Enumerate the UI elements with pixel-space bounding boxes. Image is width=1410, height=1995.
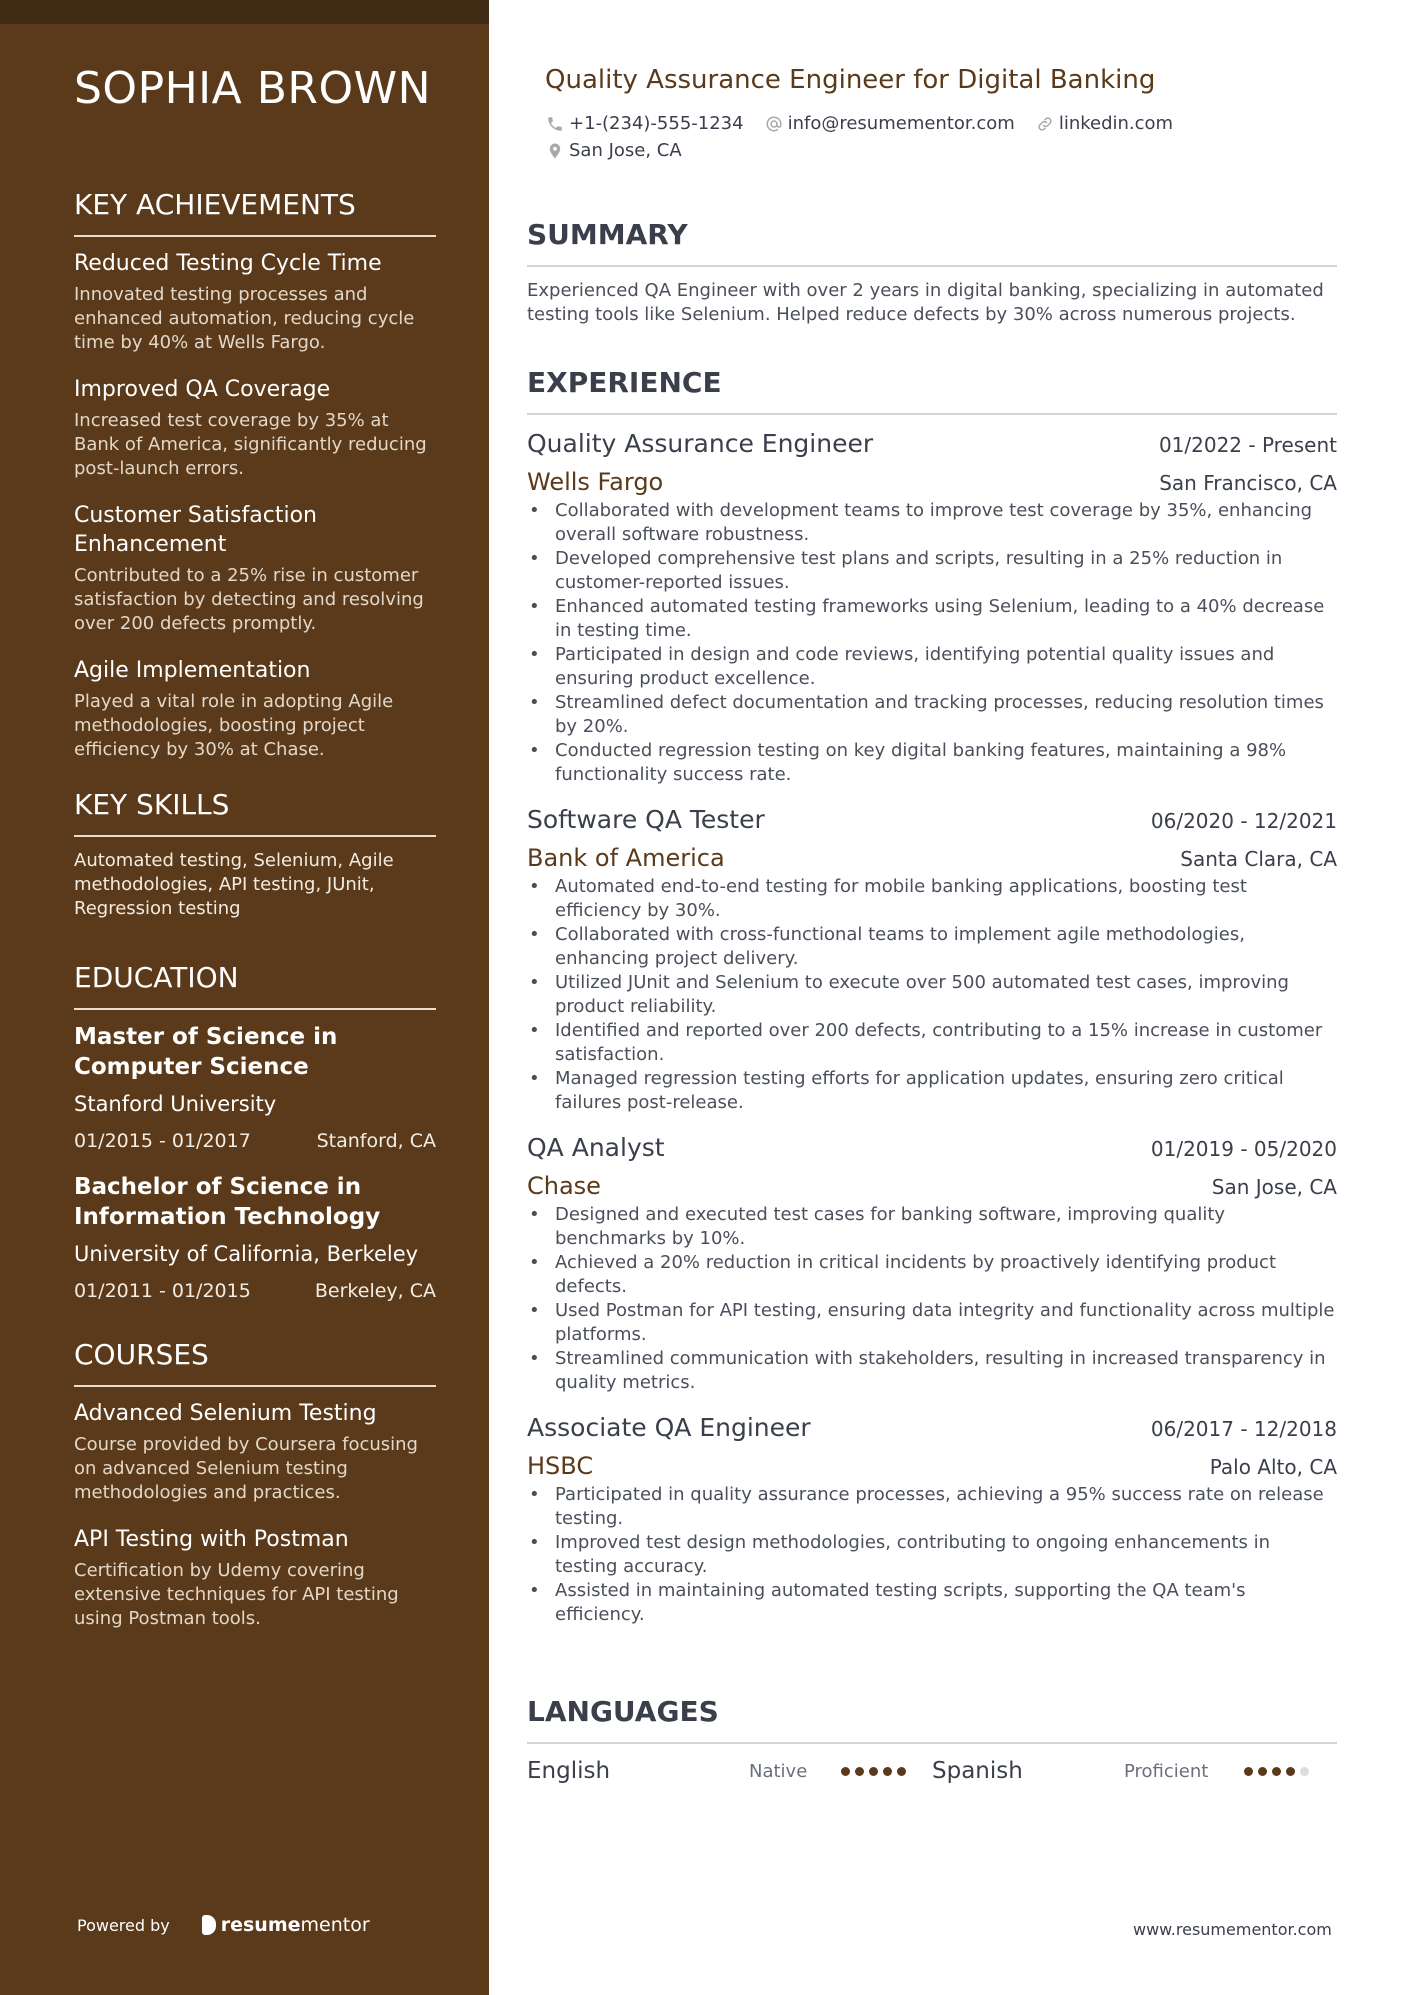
job-bullets [527, 1483, 1337, 1627]
job-bullet: • Automated end-to-end testing for mobile banking applications, boosting test efficiency by 30%. [527, 875, 1337, 923]
job-bullet: • Collaborated with cross-functional teams to implement agile methodologies, enhancing project delivery. [527, 923, 1337, 971]
achievement-description: Contributed to a 25% rise in customer satisfaction by detecting and resolving over 200 defects promptly. [74, 565, 424, 634]
job-bullet: • Designed and executed test cases for banking software, improving quality benchmarks by 10%. [527, 1203, 1337, 1251]
job-company: Chase [527, 1172, 601, 1200]
language-rating [1244, 1767, 1314, 1776]
key-skills-section [74, 788, 436, 921]
education-meta [74, 1278, 436, 1304]
language-name: Spanish [932, 1758, 1023, 1784]
resumementor-logo-icon [202, 1915, 216, 1935]
experience-item [527, 427, 1337, 787]
job-title: Software QA Tester [527, 805, 765, 834]
sidebar-content [74, 58, 436, 1651]
job-location: Palo Alto, CA [1209, 1455, 1337, 1479]
summary-text: Experienced QA Engineer with over 2 years in digital banking, specializing in automated testing tools like Selenium. Helped reduce defects by 30% across numerous projects. [527, 280, 1324, 325]
brand-name-light: mentor [300, 1914, 370, 1936]
skills-list: Automated testing, Selenium, Agile methodologies, API testing, JUnit, Regression testing [74, 850, 394, 919]
key-skills-heading: KEY SKILLS [74, 788, 436, 837]
achievement-item [74, 249, 436, 355]
achievement-description: Played a vital role in adopting Agile methodologies, boosting project efficiency by 30% at Chase. [74, 691, 394, 760]
language-item [527, 1756, 932, 1786]
job-bullet: • Conducted regression testing on key digital banking features, maintaining a 98% functionality success rate. [527, 739, 1337, 787]
achievement-title: Improved QA Coverage [74, 377, 331, 402]
language-item [932, 1756, 1337, 1786]
website-link[interactable]: www.resumementor.com [1133, 1920, 1332, 1939]
job-company: Bank of America [527, 844, 725, 872]
job-bullet: • Participated in quality assurance processes, achieving a 95% success rate on release testing. [527, 1483, 1337, 1531]
achievement-item [74, 656, 436, 762]
education-degree: Master of Science in Computer Science [74, 1024, 338, 1080]
job-bullet: • Streamlined defect documentation and tracking processes, reducing resolution times by 20%. [527, 691, 1337, 739]
contact-info [545, 110, 1305, 164]
job-bullet: • Used Postman for API testing, ensuring data integrity and functionality across multiple platforms. [527, 1299, 1337, 1347]
experience-subheader [527, 843, 1337, 873]
achievement-description: Increased test coverage by 35% at Bank of America, significantly reducing post-launch errors. [74, 410, 427, 479]
job-bullets [527, 1203, 1337, 1395]
job-bullet: • Achieved a 20% reduction in critical incidents by proactively identifying product defects. [527, 1251, 1337, 1299]
job-bullets [527, 499, 1337, 787]
education-location: Berkeley, CA [314, 1280, 436, 1302]
course-description: Course provided by Coursera focusing on advanced Selenium testing methodologies and practices. [74, 1434, 418, 1503]
job-target-title: Quality Assurance Engineer for Digital Banking [545, 65, 1156, 95]
achievement-title: Agile Implementation [74, 658, 311, 683]
phone-icon [545, 114, 565, 134]
education-school: University of California, Berkeley [74, 1242, 419, 1266]
rating-dot-filled [1286, 1767, 1295, 1776]
experience-subheader [527, 1451, 1337, 1481]
experience-section [527, 366, 1337, 1627]
course-item [74, 1399, 436, 1505]
sidebar-top-bar [0, 0, 489, 24]
job-bullet: • Participated in design and code reviews, identifying potential quality issues and ensuring product excellence. [527, 643, 1337, 691]
email-text: info@resumementor.com [787, 113, 1015, 134]
contact-location [545, 137, 682, 164]
location-text: San Jose, CA [569, 140, 682, 161]
achievement-title: Customer Satisfaction Enhancement [74, 503, 317, 557]
experience-header [527, 803, 1337, 837]
contact-row [545, 110, 1305, 137]
experience-heading: EXPERIENCE [527, 366, 1337, 415]
experience-item [527, 803, 1337, 1115]
candidate-name: SOPHIA BROWN [74, 63, 432, 114]
education-location: Stanford, CA [316, 1130, 436, 1152]
course-description: Certification by Udemy covering extensive techniques for API testing using Postman tools. [74, 1560, 399, 1629]
job-bullet: • Assisted in maintaining automated testing scripts, supporting the QA team's efficiency. [527, 1579, 1337, 1627]
rating-dot-filled [897, 1767, 906, 1776]
resumementor-logo[interactable] [202, 1914, 370, 1936]
rating-dot-filled [1258, 1767, 1267, 1776]
contact-linkedin[interactable] [1035, 110, 1173, 137]
languages-list [527, 1756, 1337, 1786]
course-title: API Testing with Postman [74, 1527, 349, 1552]
job-dates: 01/2022 - Present [1158, 433, 1337, 457]
education-dates: 01/2011 - 01/2015 [74, 1280, 251, 1302]
contact-phone[interactable] [545, 110, 744, 137]
experience-header [527, 1131, 1337, 1165]
job-dates: 06/2017 - 12/2018 [1150, 1417, 1337, 1441]
rating-dot-filled [855, 1767, 864, 1776]
rating-dot-empty [1300, 1767, 1309, 1776]
achievement-description: Innovated testing processes and enhanced automation, reducing cycle time by 40% at Wells Fargo. [74, 284, 415, 353]
education-heading: EDUCATION [74, 961, 436, 1010]
job-location: San Jose, CA [1211, 1175, 1337, 1199]
job-bullet: • Utilized JUnit and Selenium to execute over 500 automated test cases, improving product reliability. [527, 971, 1337, 1019]
achievement-title: Reduced Testing Cycle Time [74, 251, 382, 276]
course-item [74, 1525, 436, 1631]
job-bullet: • Enhanced automated testing frameworks using Selenium, leading to a 40% decrease in testing time. [527, 595, 1337, 643]
summary-heading: SUMMARY [527, 218, 1337, 267]
experience-item [527, 1411, 1337, 1627]
job-bullet: • Streamlined communication with stakeholders, resulting in increased transparency in quality metrics. [527, 1347, 1337, 1395]
job-bullet: • Identified and reported over 200 defects, contributing to a 15% increase in customer satisfaction. [527, 1019, 1337, 1067]
experience-header [527, 1411, 1337, 1445]
education-item [74, 1022, 436, 1154]
courses-heading: COURSES [74, 1338, 436, 1387]
education-school: Stanford University [74, 1092, 277, 1116]
job-dates: 01/2019 - 05/2020 [1150, 1137, 1337, 1161]
courses-section [74, 1338, 436, 1631]
language-rating [841, 1767, 911, 1776]
job-bullet: • Developed comprehensive test plans and scripts, resulting in a 25% reduction in customer-reported issues. [527, 547, 1337, 595]
powered-by-label: Powered by [77, 1915, 170, 1935]
education-degree: Bachelor of Science in Information Technology [74, 1174, 381, 1230]
at-icon [764, 114, 784, 134]
education-item [74, 1172, 436, 1304]
job-bullet: • Collaborated with development teams to improve test coverage by 35%, enhancing overall software robustness. [527, 499, 1337, 547]
course-title: Advanced Selenium Testing [74, 1401, 377, 1426]
achievement-item [74, 375, 436, 481]
languages-heading: LANGUAGES [527, 1695, 1337, 1744]
language-level: Native [749, 1760, 808, 1782]
rating-dot-filled [1272, 1767, 1281, 1776]
key-achievements-heading: KEY ACHIEVEMENTS [74, 188, 436, 237]
education-meta [74, 1128, 436, 1154]
languages-section [527, 1695, 1337, 1786]
education-section [74, 961, 436, 1304]
rating-dot-filled [883, 1767, 892, 1776]
job-title: QA Analyst [527, 1133, 665, 1162]
linkedin-text: linkedin.com [1058, 113, 1174, 134]
link-icon [1035, 114, 1055, 134]
experience-subheader [527, 1171, 1337, 1201]
job-bullets [527, 875, 1337, 1115]
job-location: Santa Clara, CA [1180, 847, 1337, 871]
job-bullet: • Managed regression testing efforts for application updates, ensuring zero critical failures post-release. [527, 1067, 1337, 1115]
education-dates: 01/2015 - 01/2017 [74, 1130, 251, 1152]
experience-header [527, 427, 1337, 461]
powered-by-footer [77, 1914, 370, 1936]
brand-name-bold: resume [220, 1914, 301, 1936]
job-location: San Francisco, CA [1159, 471, 1337, 495]
rating-dot-filled [869, 1767, 878, 1776]
experience-item [527, 1131, 1337, 1395]
language-level: Proficient [1124, 1760, 1209, 1782]
summary-section [527, 218, 1337, 327]
contact-row [545, 137, 1305, 164]
job-bullet: • Improved test design methodologies, contributing to ongoing enhancements in testing accuracy. [527, 1531, 1337, 1579]
job-title: Associate QA Engineer [527, 1413, 811, 1442]
language-name: English [527, 1758, 611, 1784]
rating-dot-filled [841, 1767, 850, 1776]
sidebar [0, 0, 489, 1995]
phone-text: +1-(234)-555-1234 [569, 113, 744, 134]
contact-email[interactable] [764, 110, 1015, 137]
job-dates: 06/2020 - 12/2021 [1150, 809, 1337, 833]
job-company: Wells Fargo [527, 468, 664, 496]
location-pin-icon [545, 141, 565, 161]
job-title: Quality Assurance Engineer [527, 429, 874, 458]
experience-subheader [527, 467, 1337, 497]
key-achievements-section [74, 188, 436, 762]
achievement-item [74, 501, 436, 636]
job-company: HSBC [527, 1452, 594, 1480]
rating-dot-filled [1244, 1767, 1253, 1776]
